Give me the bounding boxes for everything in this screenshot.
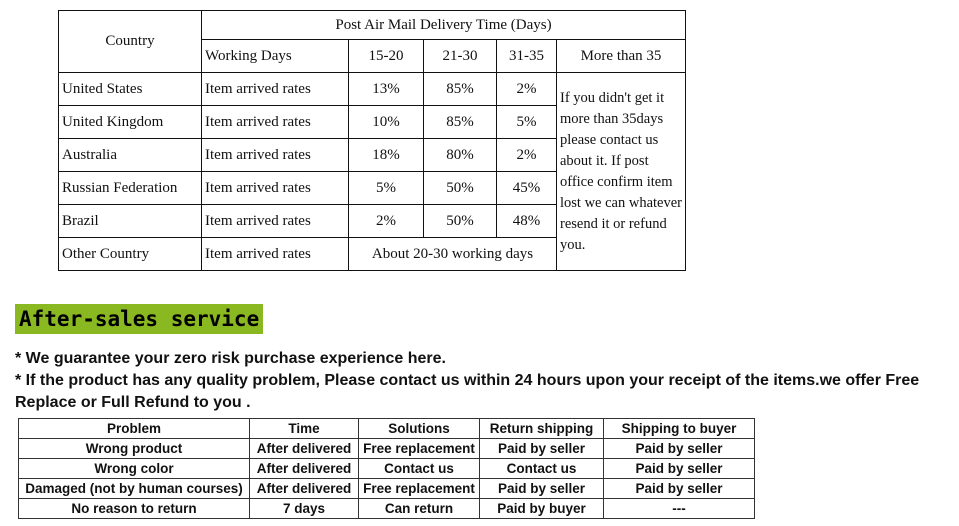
label-cell: Item arrived rates xyxy=(202,106,349,139)
table-cell: Paid by buyer xyxy=(480,499,604,519)
rate-cell: 45% xyxy=(497,172,557,205)
column-header: Working Days xyxy=(202,40,349,73)
table-cell: Paid by seller xyxy=(604,459,755,479)
rate-cell: 5% xyxy=(497,106,557,139)
other-country-value: About 20-30 working days xyxy=(349,238,557,271)
rate-cell: 2% xyxy=(349,205,424,238)
rate-cell: 5% xyxy=(349,172,424,205)
country-cell: Brazil xyxy=(59,205,202,238)
table-cell: Wrong color xyxy=(19,459,250,479)
country-cell: Russian Federation xyxy=(59,172,202,205)
table-row xyxy=(19,459,755,479)
table-header-row xyxy=(19,419,755,439)
rate-cell: 2% xyxy=(497,139,557,172)
table-cell: After delivered xyxy=(250,439,359,459)
table-cell: After delivered xyxy=(250,479,359,499)
after-sales-heading: After-sales service xyxy=(15,304,263,334)
rate-cell: 50% xyxy=(424,205,497,238)
column-header: More than 35 xyxy=(557,40,686,73)
column-header: Problem xyxy=(19,419,250,439)
table-cell: --- xyxy=(604,499,755,519)
label-cell: Item arrived rates xyxy=(202,172,349,205)
table-cell: Contact us xyxy=(480,459,604,479)
guarantee-text xyxy=(15,348,945,414)
column-header: 31-35 xyxy=(497,40,557,73)
rate-cell: 2% xyxy=(497,73,557,106)
table-cell: Paid by seller xyxy=(604,439,755,459)
rate-cell: 80% xyxy=(424,139,497,172)
table-row xyxy=(59,73,686,106)
table-cell: Free replacement xyxy=(359,439,480,459)
after-sales-table xyxy=(18,418,755,519)
table-cell: Free replacement xyxy=(359,479,480,499)
rate-cell: 10% xyxy=(349,106,424,139)
table-cell: Can return xyxy=(359,499,480,519)
rate-cell: 50% xyxy=(424,172,497,205)
table-cell: Paid by seller xyxy=(604,479,755,499)
column-header: Shipping to buyer xyxy=(604,419,755,439)
table-cell: Paid by seller xyxy=(480,439,604,459)
table-cell: No reason to return xyxy=(19,499,250,519)
delivery-note: If you didn't get it more than 35days please contact us about it. If post office confirm item lost we can whatever resend it or refund you. xyxy=(557,73,686,271)
column-header: 21-30 xyxy=(424,40,497,73)
table-cell: After delivered xyxy=(250,459,359,479)
rate-cell: 13% xyxy=(349,73,424,106)
table-row xyxy=(19,479,755,499)
country-cell: Other Country xyxy=(59,238,202,271)
country-cell: United Kingdom xyxy=(59,106,202,139)
country-cell: United States xyxy=(59,73,202,106)
table-cell: Paid by seller xyxy=(480,479,604,499)
label-cell: Item arrived rates xyxy=(202,73,349,106)
table-cell: 7 days xyxy=(250,499,359,519)
column-header: Return shipping xyxy=(480,419,604,439)
rate-cell: 48% xyxy=(497,205,557,238)
column-header: Solutions xyxy=(359,419,480,439)
guarantee-line: * We guarantee your zero risk purchase experience here. xyxy=(15,350,446,367)
column-header: Time xyxy=(250,419,359,439)
delivery-table-title: Post Air Mail Delivery Time (Days) xyxy=(202,11,686,40)
country-cell: Australia xyxy=(59,139,202,172)
table-row xyxy=(19,499,755,519)
label-cell: Item arrived rates xyxy=(202,205,349,238)
rate-cell: 85% xyxy=(424,106,497,139)
rate-cell: 18% xyxy=(349,139,424,172)
table-cell: Wrong product xyxy=(19,439,250,459)
label-cell: Item arrived rates xyxy=(202,139,349,172)
delivery-time-table xyxy=(58,10,686,271)
guarantee-line: * If the product has any quality problem, Please contact us within 24 hours upon your receipt of the items.we offer Free Replace or Full Refund to you . xyxy=(15,372,920,411)
table-cell: Contact us xyxy=(359,459,480,479)
label-cell: Item arrived rates xyxy=(202,238,349,271)
country-header: Country xyxy=(59,11,202,73)
table-cell: Damaged (not by human courses) xyxy=(19,479,250,499)
column-header: 15-20 xyxy=(349,40,424,73)
rate-cell: 85% xyxy=(424,73,497,106)
table-row xyxy=(19,439,755,459)
